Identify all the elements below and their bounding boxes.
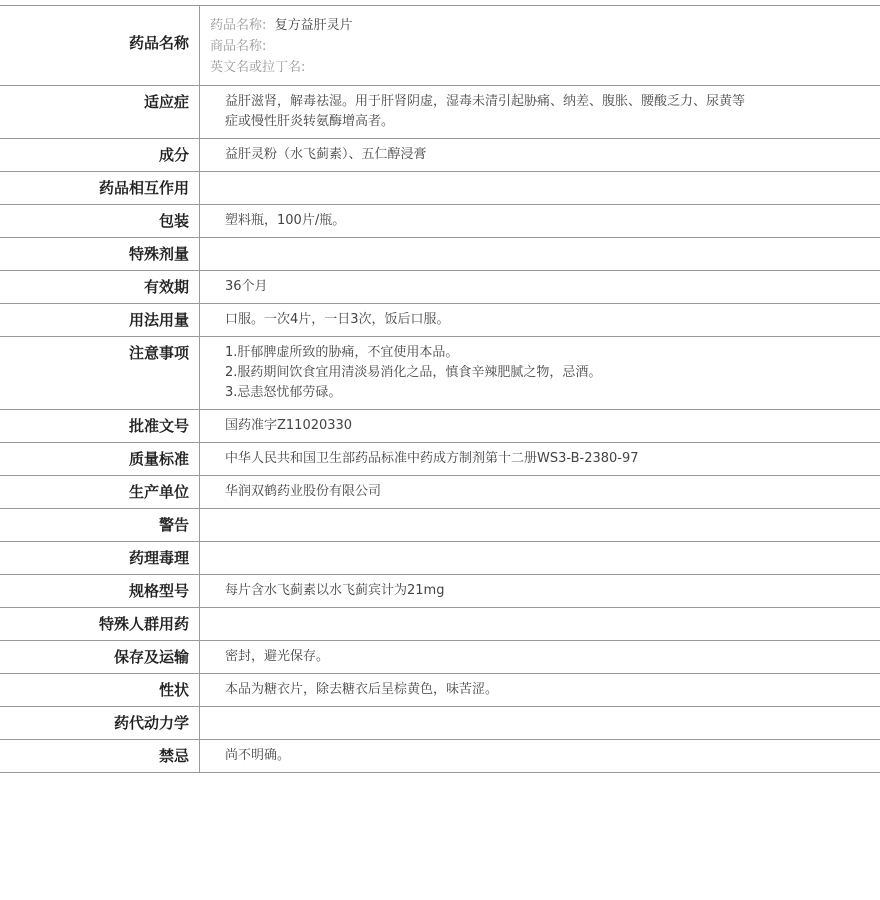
row-value (200, 205, 880, 237)
row-value (200, 641, 880, 673)
row-label: 药品名称 (0, 6, 200, 85)
value-line: 3.忌恚怒忧郁劳碌。 (225, 385, 342, 400)
value-line: 益肝滋肾，解毒祛湿。用于肝肾阴虚，湿毒未清引起胁痛、纳差、腹胀、腰酸乏力、尿黄等 (225, 94, 746, 109)
row-value (200, 509, 880, 541)
row-value (200, 443, 880, 475)
row-label: 保存及运输 (0, 641, 200, 673)
value-line: 益肝灵粉（水飞蓟素）、五仁醇浸膏 (225, 147, 427, 162)
table-row (0, 509, 880, 542)
row-label: 有效期 (0, 271, 200, 303)
row-label: 生产单位 (0, 476, 200, 508)
row-value (200, 740, 880, 772)
table-row (0, 443, 880, 476)
row-label: 成分 (0, 139, 200, 171)
table-row (0, 740, 880, 773)
table-row (0, 707, 880, 740)
value-line: 症或慢性肝炎转氨酶增高者。 (225, 114, 395, 129)
row-value (200, 674, 880, 706)
row-label: 用法用量 (0, 304, 200, 336)
table-row (0, 608, 880, 641)
english-name-label: 英文名或拉丁名: (210, 60, 306, 75)
value-line: 尚不明确。 (225, 748, 291, 763)
generic-name-label: 药品名称: (210, 18, 267, 33)
value-line: 1.肝郁脾虚所致的胁痛，不宜使用本品。 (225, 345, 459, 360)
row-label: 注意事项 (0, 337, 200, 409)
row-label: 性状 (0, 674, 200, 706)
value-line: 口服。一次4片，一日3次，饭后口服。 (225, 312, 450, 327)
row-label: 禁忌 (0, 740, 200, 772)
table-row (0, 410, 880, 443)
generic-name-line (210, 15, 880, 36)
row-value (200, 172, 880, 204)
value-line: 密封，避光保存。 (225, 649, 330, 664)
table-row (0, 476, 880, 509)
row-label: 质量标准 (0, 443, 200, 475)
trade-name-label: 商品名称: (210, 39, 267, 54)
row-label: 药品相互作用 (0, 172, 200, 204)
row-value (200, 337, 880, 409)
drug-info-table (0, 5, 880, 773)
value-line: 华润双鹤药业股份有限公司 (225, 484, 382, 499)
row-label: 药理毒理 (0, 542, 200, 574)
row-value (200, 542, 880, 574)
value-line: 国药准字Z11020330 (225, 418, 353, 433)
row-label: 包装 (0, 205, 200, 237)
table-row (0, 674, 880, 707)
table-row (0, 271, 880, 304)
row-value (200, 304, 880, 336)
row-label: 特殊剂量 (0, 238, 200, 270)
row-label: 规格型号 (0, 575, 200, 607)
row-label: 适应症 (0, 86, 200, 138)
row-label: 特殊人群用药 (0, 608, 200, 640)
row-value (200, 575, 880, 607)
table-row (0, 205, 880, 238)
value-line: 每片含水飞蓟素以水飞蓟宾计为21mg (225, 583, 445, 598)
row-value (200, 410, 880, 442)
table-row (0, 139, 880, 172)
table-row (0, 337, 880, 410)
table-row (0, 641, 880, 674)
value-line: 中华人民共和国卫生部药品标准中药成方制剂第十二册WS3-B-2380-97 (225, 451, 639, 466)
table-row (0, 172, 880, 205)
row-value (200, 608, 880, 640)
row-label: 批准文号 (0, 410, 200, 442)
table-row (0, 86, 880, 139)
row-value (200, 707, 880, 739)
row-value (200, 271, 880, 303)
row-drug-name (0, 6, 880, 86)
table-row (0, 575, 880, 608)
row-value (200, 139, 880, 171)
row-value (200, 86, 880, 138)
row-label: 警告 (0, 509, 200, 541)
row-label: 药代动力学 (0, 707, 200, 739)
generic-name-value: 复方益肝灵片 (274, 18, 353, 33)
table-row (0, 238, 880, 271)
value-line: 36个月 (225, 279, 268, 294)
row-value (200, 6, 880, 85)
row-value (200, 476, 880, 508)
value-line: 2.服药期间饮食宜用清淡易消化之品，慎食辛辣肥腻之物，忌酒。 (225, 365, 602, 380)
value-line: 本品为糖衣片，除去糖衣后呈棕黄色，味苦涩。 (225, 682, 499, 697)
row-value (200, 238, 880, 270)
table-row (0, 542, 880, 575)
value-line: 塑料瓶，100片/瓶。 (225, 213, 346, 228)
table-row (0, 304, 880, 337)
